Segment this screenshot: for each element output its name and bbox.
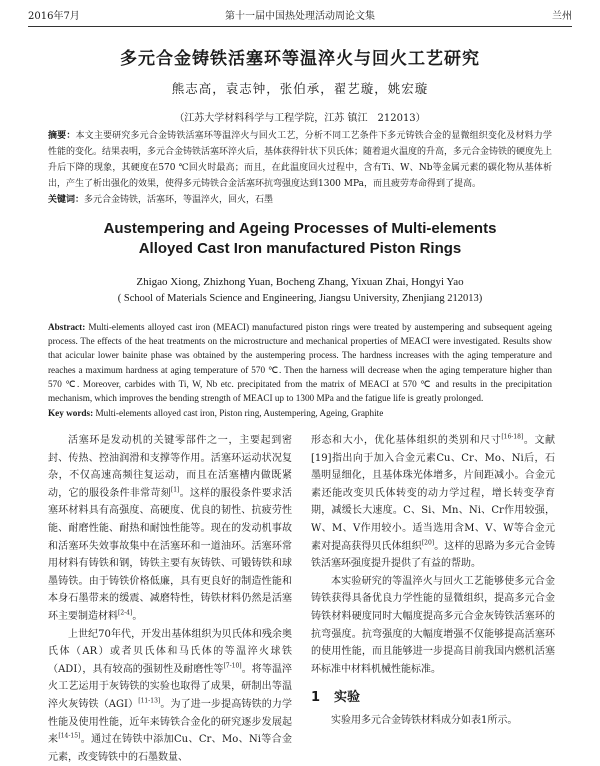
- running-header: [28, 8, 572, 27]
- chinese-title: 多元合金铸铁活塞环等温淬火与回火工艺研究: [120, 49, 480, 69]
- chinese-affiliation: （江苏大学材料科学与工程学院，江苏 镇江 212013）: [174, 113, 426, 124]
- citation: [1]: [170, 486, 180, 494]
- citation: [11-13]: [138, 697, 161, 705]
- citation: [14-15]: [58, 732, 81, 740]
- english-keywords-label: Key words:: [48, 408, 94, 418]
- citation: [20]: [421, 539, 435, 547]
- text-run: 。这样的服役条件要求活塞环材料具有高强度、高硬度、优良的韧性、抗疲劳性能、耐磨性能、耐热和耐蚀性能等。现在的发动机事故和活塞环失效事故集中在活塞环和一道油环。活塞环常用材料有铸铁和钢，铸铁主要有灰铸铁、可锻铸铁和球墨铸铁。由于铸铁价格低廉，具有更良好的制造性能和本身石墨带来的缓震、减磨特性，铸铁材料仍然是活塞环主要制造材料: [48, 487, 293, 622]
- header-proceedings: 第十一届中国热处理活动周论文集: [225, 11, 375, 22]
- citation: [7-10]: [223, 662, 242, 670]
- english-title: [0, 219, 600, 259]
- body-right-column: [311, 432, 555, 730]
- header-date: 2016年7月: [28, 11, 80, 22]
- text-run: 。通过在铸铁中添加Cu、Cr、Mo、Ni等合金元素，改变铸铁中的石墨数量、: [48, 734, 293, 763]
- text-run: 。: [132, 610, 143, 622]
- text-run: 活塞环是发动机的关键零部件之一，主要起到密封、传热、控油润滑和支撑等作用。活塞环运动状况复杂，不仅高速高频往复运动，而且在活塞槽内做既紧动，它的服役条件非常苛刻: [48, 435, 292, 499]
- text-run: 。文献[19]指出向于加入合金元素Cu、Cr、Mo、Ni后，石墨明显细化，且基体珠光体增多，片间距减小。合金元素还能改变贝氏体转变的动力学过程，增长转变孕育期，减缓长大速度。C、Si、Mn、Ni、Cr作用较强，W、M、V作用较小。适当选用含M、V、W等合金元素对提高获得贝氏体组织: [311, 435, 556, 552]
- chinese-keywords-label: 关键词：: [48, 195, 85, 205]
- citation: [16-18]: [501, 433, 524, 441]
- english-keywords: [48, 407, 552, 420]
- chinese-abstract-label: 摘要：: [48, 131, 76, 141]
- english-abstract-text: Multi-elements alloyed cast iron (MEACI) manufactured piston rings were treated by austempering and subsequent ageing process. The effects of the heat treatments on the microstructure and mechanical properties of MEACI were investigated. Results show that acicular lower bainite phase was obtained by the austempering process. The hardness increases with the aging temperature and reaches a maximum hardness at aging temperature of 570 ℃. Then the harness will decrease when the aging temperature higher than 570 ℃. Moreover, carbides with Ti, W, Nb etc. precipitated from the matrix of MEACI at 570 ℃ and results in the precipitation mechanism, which improves the bending strength of MEACI up to 1300 MPa and the fatigue life is greatly prolonged.: [48, 322, 552, 404]
- text-run: 。为了进一步提高铸铁的力学性能及使用性能，近年来铸铁合金化的研究逐步发展起来: [48, 698, 292, 746]
- english-title-line1: Austempering and Ageing Processes of Multi-elements: [103, 220, 497, 237]
- english-abstract-label: Abstract:: [48, 322, 86, 332]
- chinese-keywords-text: 多元合金铸铁，活塞环，等温淬火，回火，石墨: [84, 195, 274, 205]
- english-keywords-text: Multi-elements alloyed cast iron, Piston ring, Austempering, Ageing, Graphite: [95, 408, 384, 418]
- text-run: 。这样的思路为多元合金铸铁活塞环强度提升提供了有益的帮助。: [311, 540, 556, 570]
- chinese-abstract-text: 本文主要研究多元合金铸铁活塞环等温淬火与回火工艺，分析不同工艺条件下多元铸铁合金的显微组织变化及材料力学性能的变化。结果表明，多元合金铸铁活塞环淬火后，基体获得针状下贝氏体；随着退火温度的升高，多元合金铸铁的硬度先上升后下降的现象，其硬度在570 ℃回火时最高；而且，在此温度回火过程中，含有Ti、W、Nb等金属元素的碳化物从基体析出，产生了析出强化的效果，使得多元铸铁合金活塞环抗弯强度达到1300 MPa，而且疲劳寿命得到了提高。: [48, 131, 553, 189]
- citation: [2-4]: [118, 609, 133, 617]
- english-abstract: [48, 320, 552, 405]
- section-title: 实验: [334, 690, 361, 706]
- english-authors: Zhigao Xiong, Zhizhong Yuan, Bocheng Zhang, Yixuan Zhai, Hongyi Yao: [136, 276, 464, 288]
- english-title-line2: Alloyed Cast Iron manufactured Piston Rings: [138, 240, 462, 257]
- text-run: 。将等温淬火工艺运用于灰铸铁的实验也取得了成果，研制出等温淬火灰铸铁（AGI）: [48, 663, 292, 710]
- body-paragraph: [48, 626, 292, 766]
- body-paragraph: 本实验研究的等温淬火与回火工艺能够使多元合金铸铁获得具备优良力学性能的显微组织，提高多元合金铸铁材料硬度同时大幅度提高多元合金灰铸铁活塞环的抗弯强度。抗弯强度的大幅度增强不仅能够提高活塞环的使用性能，而且能够进一步提高目前我国内燃机活塞环标准中材料机械性能标准。: [311, 575, 555, 675]
- body-paragraph: 实验用多元合金铸铁材料成分如表1所示。: [331, 715, 518, 727]
- header-location: 兰州: [552, 11, 572, 22]
- text-run: 形态和大小，优化基体组织的类别和尺寸: [311, 435, 502, 446]
- section-heading: [311, 688, 555, 708]
- text-run: 上世纪70年代，开发出基体组织为贝氏体和残余奥氏体（AR）或者贝氏体和马氏体的等温淬火球铁（ADI），具有较高的强韧性及耐磨性等: [48, 628, 292, 675]
- chinese-keywords: [48, 193, 552, 207]
- body-paragraph: [311, 432, 555, 573]
- section-number: 1: [311, 690, 321, 706]
- english-affiliation: ( School of Materials Science and Engineering, Jiangsu University, Zhenjiang 212013): [117, 293, 483, 304]
- chinese-abstract: [48, 128, 552, 192]
- chinese-authors: 熊志高，袁志钟，张伯承，翟艺璇，姚宏璇: [171, 81, 429, 96]
- body-paragraph: [48, 432, 292, 626]
- body-left-column: [48, 432, 292, 766]
